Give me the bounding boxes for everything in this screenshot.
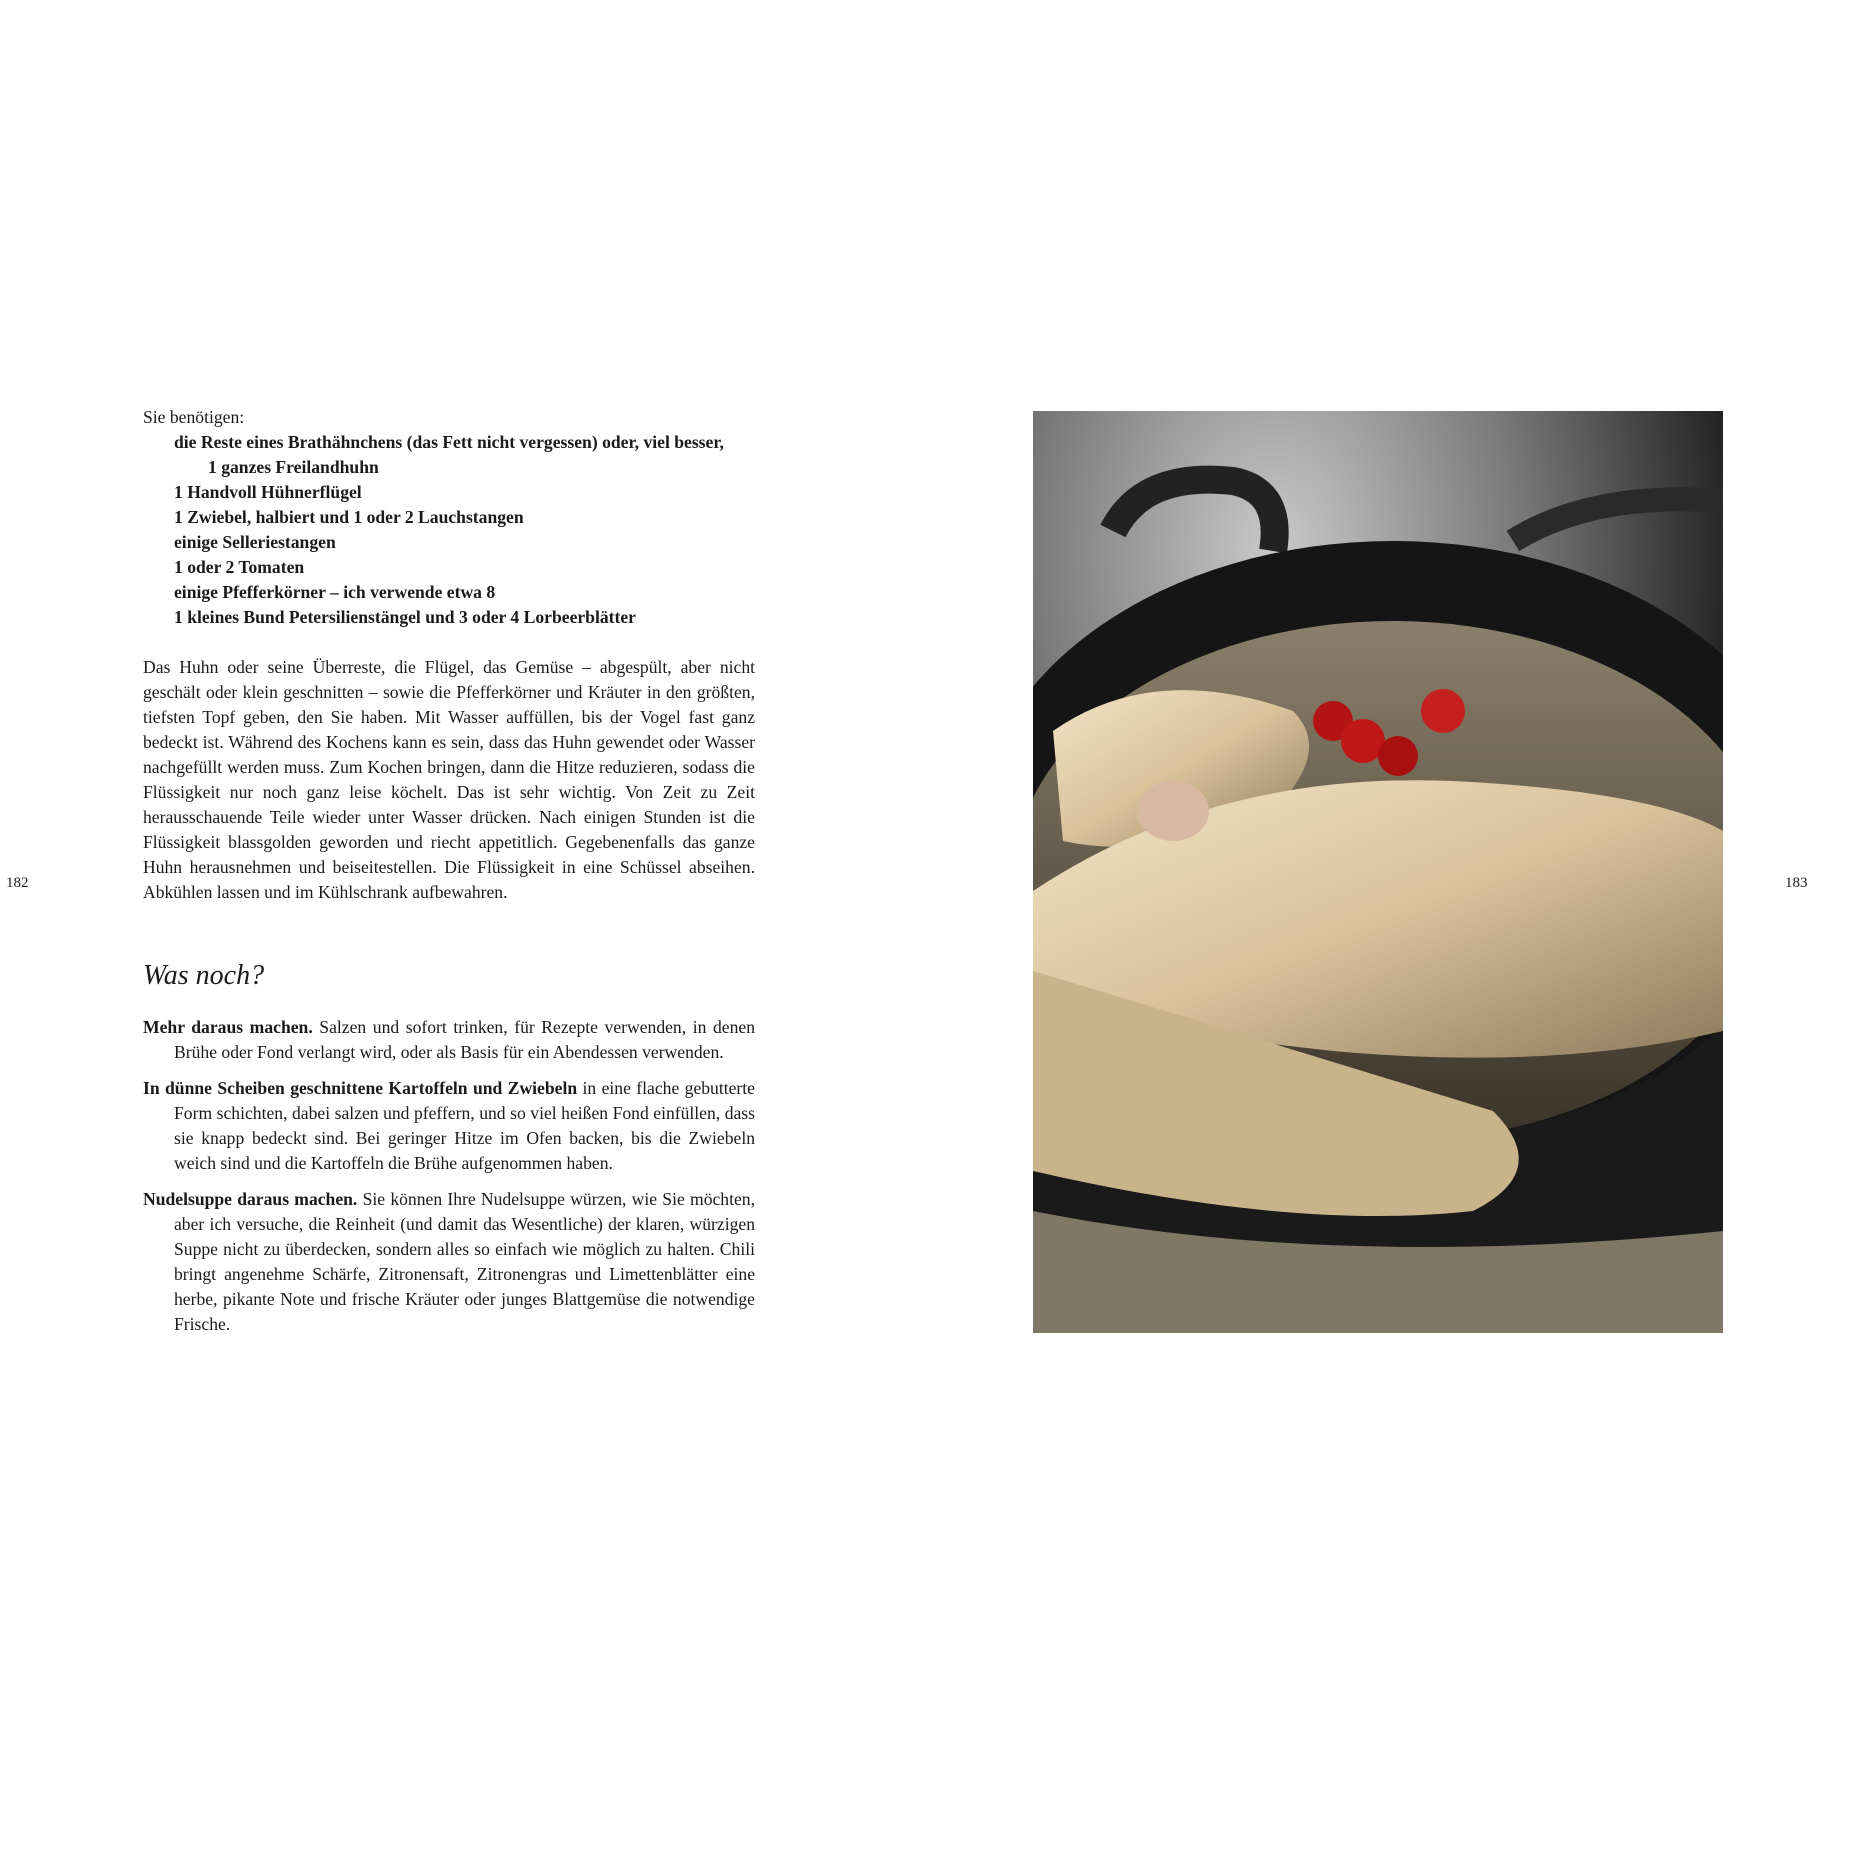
section-heading: Was noch? [143, 960, 265, 991]
tip-paragraph [143, 1076, 755, 1176]
method-paragraph: Das Huhn oder seine Überreste, die Flügel, das Gemüse – abgespült, aber nicht geschält oder klein geschnitten – sowie die Pfefferkörner und Kräuter in den größten, tiefsten Topf geben, den Sie haben. Mit Wasser auffüllen, bis der Vogel fast ganz bedeckt ist. Während des Kochens kann es sein, dass das Huhn gewendet oder Wasser nachgefüllt werden muss. Zum Kochen bringen, dann die Hitze reduzieren, sodass die Flüssigkeit nur noch ganz leise köchelt. Das ist sehr wichtig. Von Zeit zu Zeit herausschauende Teile wieder unter Wasser drücken. Nach einigen Stunden ist die Flüssigkeit blassgolden geworden und riecht appetitlich. Gegebenenfalls das ganze Huhn herausnehmen und beiseitestellen. Die Flüssigkeit in eine Schüssel abseihen. Abkühlen lassen und im Kühlschrank aufbewahren. [143, 657, 755, 902]
chicken-pot-photo [1033, 411, 1723, 1333]
recipe-text-column [143, 405, 755, 1348]
ingredient-item: einige Selleriestangen [174, 532, 336, 552]
tip-lead: Mehr daraus machen. [143, 1017, 313, 1037]
ingredient-item [143, 430, 755, 480]
chicken-pot-illustration [1033, 411, 1723, 1333]
ingredient-item: einige Pfefferkörner – ich verwende etwa 8 [174, 582, 496, 602]
ingredient-item: 1 Zwiebel, halbiert und 1 oder 2 Lauchstangen [174, 507, 524, 527]
page-number-left: 182 [6, 875, 29, 891]
tip-text: Salzen und sofort trinken, für Rezepte verwenden, in denen Brühe oder Fond verlangt wird, oder als Basis für ein Abendessen verwenden. [174, 1017, 755, 1062]
tip-text: Sie können Ihre Nudelsuppe würzen, wie Sie möchten, aber ich versuche, die Reinheit (und damit das Wesentliche) der klaren, würzigen Suppe nicht zu überdecken, sondern alles so einfach wie möglich zu halten. Chili bringt angenehme Schärfe, Zitronensaft, Zitronengras und Limettenblätter eine herbe, pikante Note und frische Kräuter oder junges Blattgemüse die notwendige Frische. [174, 1189, 755, 1334]
ingredient-text: 1 ganzes Freilandhuhn [208, 457, 379, 477]
tip-lead: Nudelsuppe daraus machen. [143, 1189, 358, 1209]
page-number-right: 183 [1785, 875, 1808, 891]
tip-paragraph [143, 1187, 755, 1337]
tip-lead: In dünne Scheiben geschnittene Kartoffeln und Zwiebeln [143, 1078, 578, 1098]
tip-paragraph [143, 1015, 755, 1065]
ingredient-item: 1 kleines Bund Petersilienstängel und 3 oder 4 Lorbeerblätter [174, 607, 636, 627]
ingredients-intro: Sie benötigen: [143, 407, 245, 427]
ingredients-list [143, 430, 755, 630]
ingredient-item: 1 oder 2 Tomaten [174, 557, 305, 577]
ingredient-text: die Reste eines Brathähnchens (das Fett nicht vergessen) oder, viel besser, [174, 432, 724, 452]
ingredient-item: 1 Handvoll Hühnerflügel [174, 482, 362, 502]
tip-text: in eine flache gebutterte Form schichten, dabei salzen und pfeffern, und so viel heißen Fond einfüllen, dass sie knapp bedeckt sind. Bei geringer Hitze im Ofen backen, bis die Zwiebeln weich sind und die Kartoffeln die Brühe aufgenommen haben. [174, 1078, 755, 1173]
